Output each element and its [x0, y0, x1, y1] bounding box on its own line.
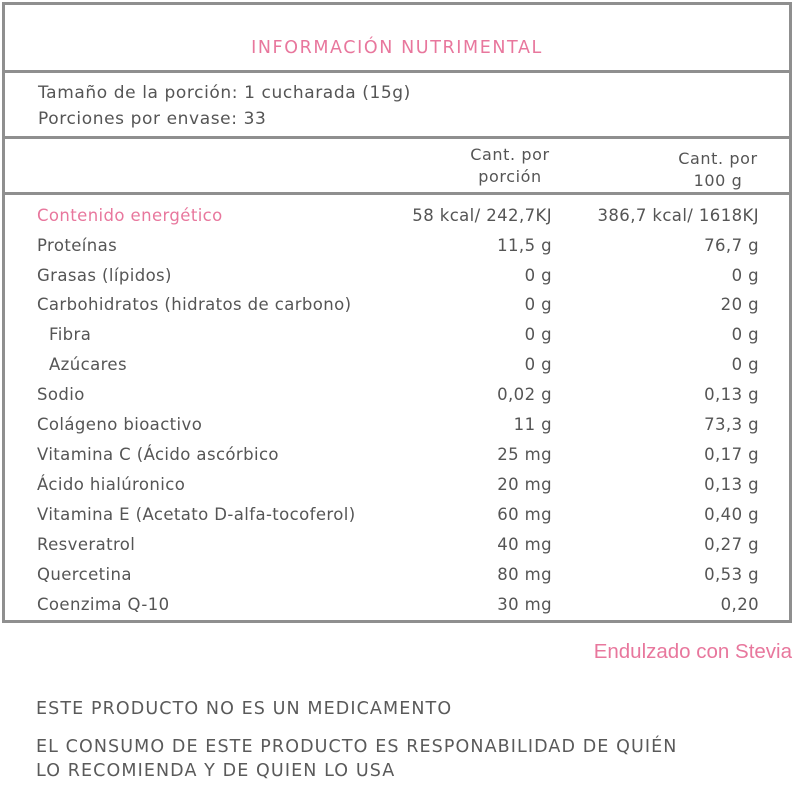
row-value-per-serving: 0 g [524, 295, 552, 314]
row-value-per-100g: 0,53 g [704, 565, 759, 584]
column-header-per-serving-line2: porción [478, 167, 542, 186]
table-row [5, 415, 789, 445]
row-value-per-100g: 0,20 [720, 595, 759, 614]
table-row [5, 236, 789, 266]
disclaimer-responsibility-line1: EL CONSUMO DE ESTE PRODUCTO ES RESPONABILIDAD DE QUIÉN [36, 737, 678, 757]
row-label: Grasas (lípidos) [37, 266, 172, 285]
table-row [5, 445, 789, 475]
row-value-per-serving: 0 g [524, 266, 552, 285]
table-row [5, 295, 789, 325]
table-row [5, 535, 789, 565]
row-value-per-100g: 0 g [731, 266, 759, 285]
row-label: Resveratrol [37, 535, 136, 554]
row-label: Carbohidratos (hidratos de carbono) [37, 295, 352, 314]
row-value-per-100g: 0 g [731, 355, 759, 374]
row-value-per-serving: 11,5 g [497, 236, 552, 255]
table-row [5, 505, 789, 535]
row-label: Colágeno bioactivo [37, 415, 203, 434]
row-value-per-serving: 0,02 g [497, 385, 552, 404]
row-value-per-100g: 0,13 g [704, 475, 759, 494]
row-value-per-100g: 73,3 g [704, 415, 759, 434]
table-row [5, 325, 789, 355]
divider-header [5, 192, 789, 195]
table-row [5, 355, 789, 385]
column-header-per-serving-line1: Cant. por [470, 145, 550, 164]
row-label: Ácido hialúronico [37, 475, 186, 494]
column-header-per-serving [445, 144, 575, 188]
sweetener-note: Endulzado con Stevia [593, 640, 792, 663]
panel-title: INFORMACIÓN NUTRIMENTAL [251, 38, 543, 58]
disclaimer-responsibility-line2: LO RECOMIENDA Y DE QUIEN LO USA [36, 761, 396, 781]
row-label: Vitamina E (Acetato D-alfa-tocoferol) [37, 505, 356, 524]
disclaimer-responsibility [36, 735, 677, 783]
table-row [5, 595, 789, 625]
row-label: Fibra [49, 325, 92, 344]
row-value-per-100g: 386,7 kcal/ 1618KJ [597, 206, 759, 225]
row-value-per-100g: 0,27 g [704, 535, 759, 554]
row-value-per-100g: 76,7 g [704, 236, 759, 255]
row-label: Sodio [37, 385, 85, 404]
row-label: Azúcares [49, 355, 127, 374]
row-value-per-serving: 30 mg [497, 595, 552, 614]
row-value-per-serving: 0 g [524, 325, 552, 344]
column-header-per-100g-line2: 100 g [693, 171, 743, 190]
serving-size: Tamaño de la porción: 1 cucharada (15g) [38, 83, 411, 103]
row-value-per-100g: 0,40 g [704, 505, 759, 524]
row-value-per-serving: 25 mg [497, 445, 552, 464]
column-header-per-100g-line1: Cant. por [678, 149, 758, 168]
table-row [5, 565, 789, 595]
table-row [5, 475, 789, 505]
row-value-per-serving: 11 g [513, 415, 552, 434]
row-value-per-serving: 58 kcal/ 242,7KJ [412, 206, 552, 225]
row-label: Coenzima Q-10 [37, 595, 170, 614]
row-value-per-serving: 80 mg [497, 565, 552, 584]
row-value-per-100g: 0 g [731, 325, 759, 344]
row-label: Vitamina C (Ácido ascórbico [37, 445, 279, 464]
row-value-per-100g: 0,17 g [704, 445, 759, 464]
divider-servings [5, 136, 789, 139]
row-value-per-serving: 60 mg [497, 505, 552, 524]
row-value-per-serving: 20 mg [497, 475, 552, 494]
table-row [5, 206, 789, 236]
servings-per-container: Porciones por envase: 33 [38, 109, 267, 129]
table-row [5, 266, 789, 296]
row-value-per-100g: 20 g [720, 295, 759, 314]
row-value-per-serving: 40 mg [497, 535, 552, 554]
column-header-per-100g [653, 148, 783, 192]
row-label: Quercetina [37, 565, 132, 584]
row-label: Contenido energético [37, 206, 223, 225]
row-value-per-100g: 0,13 g [704, 385, 759, 404]
row-value-per-serving: 0 g [524, 355, 552, 374]
divider-title [5, 70, 789, 73]
disclaimer-not-medicine: ESTE PRODUCTO NO ES UN MEDICAMENTO [36, 699, 453, 719]
row-label: Proteínas [37, 236, 118, 255]
table-row [5, 385, 789, 415]
nutrition-facts-panel [2, 2, 792, 623]
